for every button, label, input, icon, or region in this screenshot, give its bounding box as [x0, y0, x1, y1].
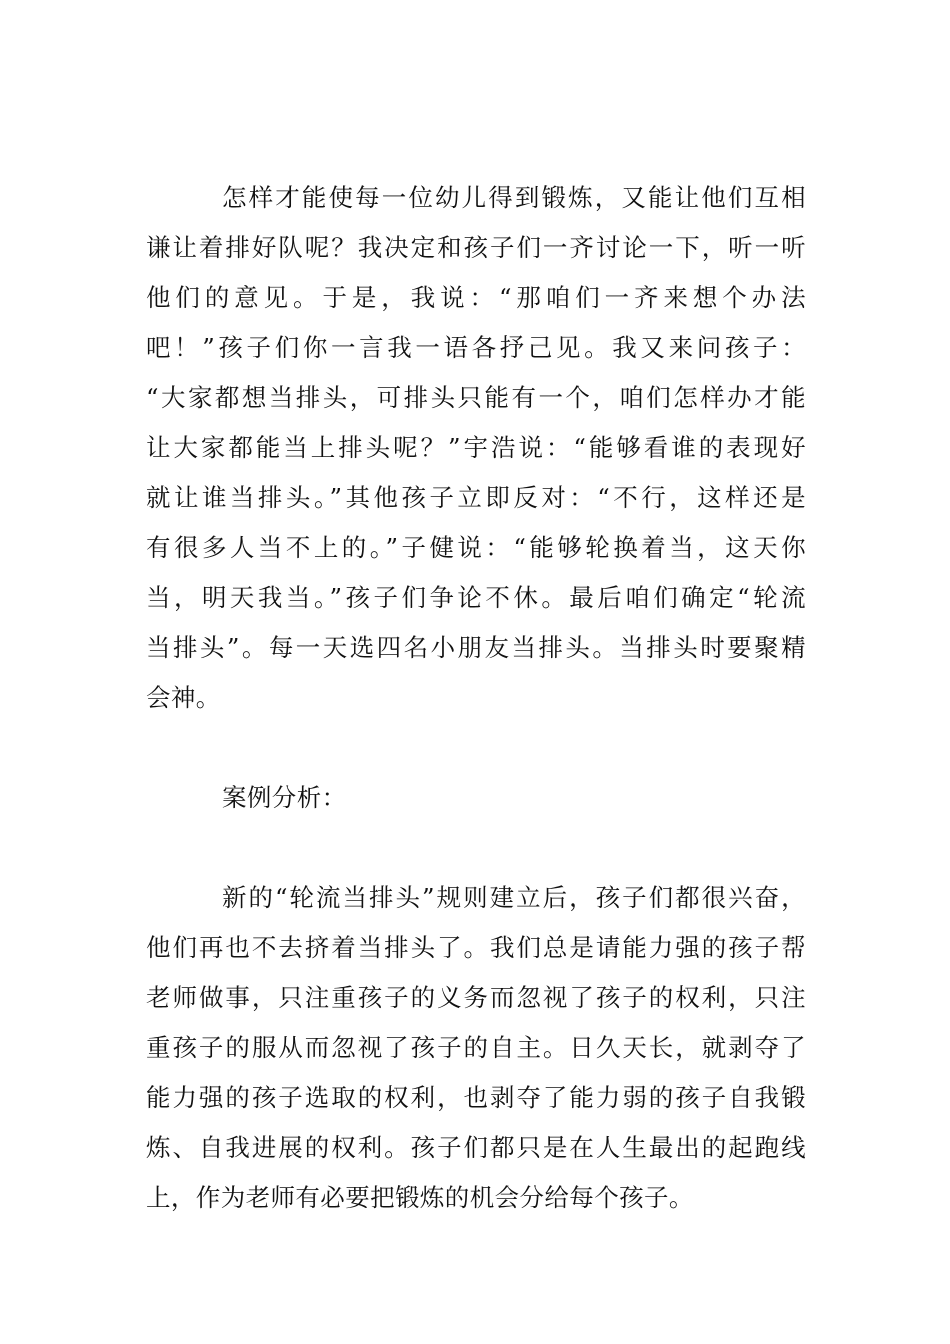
paragraph-line: 怎样才能使每一位幼儿得到锻炼，又能让他们互相 — [222, 183, 806, 212]
paragraph-line: 就让谁当排头。”其他孩子立即反对：“不行，这样还是 — [146, 483, 806, 512]
paragraph-line: 当排头”。每一天选四名小朋友当排头。当排头时要聚精 — [146, 633, 806, 662]
paragraph-line: 炼、自我进展的权利。孩子们都只是在人生最出的起跑线 — [146, 1133, 806, 1162]
paragraph-line: 谦让着排好队呢？我决定和孩子们一齐讨论一下，听一听 — [146, 233, 806, 262]
paragraph-line: “大家都想当排头，可排头只能有一个，咱们怎样办才能 — [146, 383, 806, 412]
paragraph-line: 新的“轮流当排头”规则建立后，孩子们都很兴奋， — [222, 883, 806, 912]
paragraph-line: 吧！”孩子们你一言我一语各抒己见。我又来问孩子： — [146, 333, 806, 362]
paragraph-line: 能力强的孩子选取的权利，也剥夺了能力弱的孩子自我锻 — [146, 1083, 806, 1112]
section-heading: 案例分析： — [222, 783, 347, 812]
paragraph-line: 让大家都能当上排头呢？”宇浩说：“能够看谁的表现好 — [146, 433, 806, 462]
paragraph-line: 会神。 — [146, 683, 221, 712]
paragraph-line: 他们的意见。于是，我说：“那咱们一齐来想个办法 — [146, 283, 806, 312]
paragraph-line: 重孩子的服从而忽视了孩子的自主。日久天长，就剥夺了 — [146, 1033, 806, 1062]
paragraph-line: 当，明天我当。”孩子们争论不休。最后咱们确定“轮流 — [146, 583, 806, 612]
paragraph-line: 他们再也不去挤着当排头了。我们总是请能力强的孩子帮 — [146, 933, 806, 962]
paragraph-line: 上，作为老师有必要把锻炼的机会分给每个孩子。 — [146, 1183, 694, 1212]
paragraph-line: 有很多人当不上的。”子健说：“能够轮换着当，这天你 — [146, 533, 806, 562]
paragraph-line: 老师做事，只注重孩子的义务而忽视了孩子的权利，只注 — [146, 983, 806, 1012]
